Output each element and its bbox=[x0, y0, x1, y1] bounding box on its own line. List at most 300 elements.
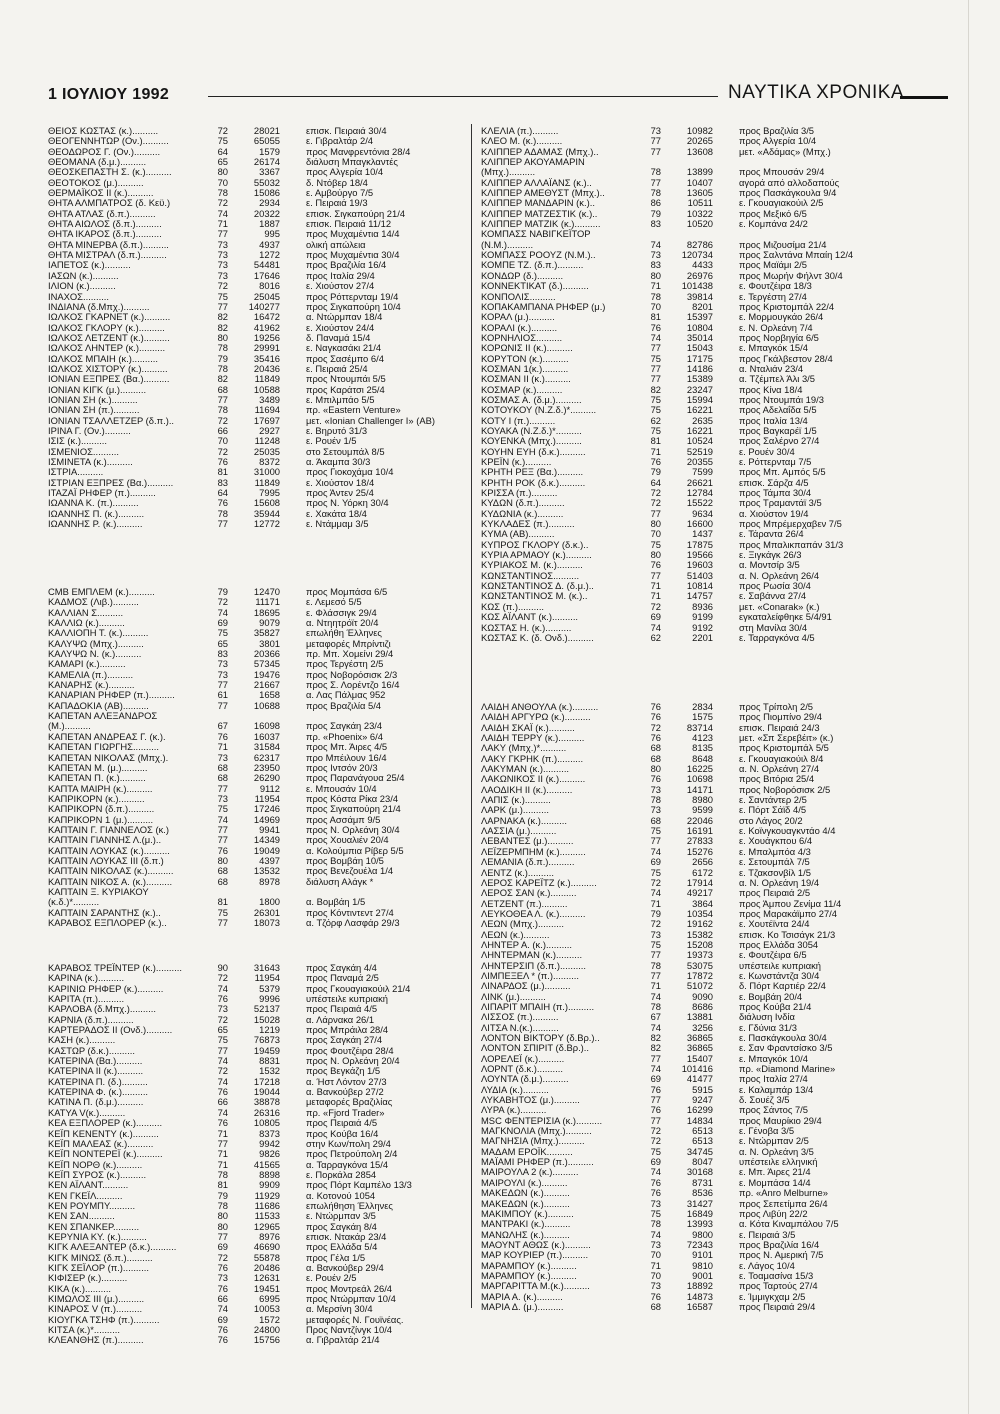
ship-name: ΚΕΑ ΕΞΠΛΟΡΕΡ (κ.).......... bbox=[48, 1118, 163, 1129]
build-year: 79 bbox=[650, 907, 661, 919]
ship-name: ΜΑΡΙΑ Α. (κ.).......... bbox=[481, 1291, 563, 1302]
build-year: 70 bbox=[650, 528, 661, 540]
ship-name: ΙΣΤΡΙΑΝ ΕΞΠΡΕΣ (Βα.).......... bbox=[48, 477, 174, 488]
ship-name: ΚΟΥΑΚΑ (Ν.Ζ.δ.)*.......... bbox=[481, 425, 582, 436]
ship-name: ΛΕΩΝ (κ.).......... bbox=[481, 929, 550, 940]
ship-name: ΙΤΑΖΑΪ ΡΗΦΕΡ (π.).......... bbox=[48, 488, 156, 499]
gross-tonnage: 17175 bbox=[686, 352, 713, 364]
build-year: 71 bbox=[650, 580, 661, 592]
build-year: 72 bbox=[217, 280, 228, 292]
ship-status: α. Βομβάη 1/5 bbox=[306, 897, 366, 908]
ship-name: ΚΑΛΛΙΟΠΗ Τ. (κ.).......... bbox=[48, 628, 149, 639]
build-year: 72 bbox=[650, 721, 661, 733]
ship-status: α. Κοτονού 1054 bbox=[306, 1190, 376, 1201]
gross-tonnage: 35416 bbox=[253, 352, 280, 364]
gross-tonnage: 13881 bbox=[686, 1011, 713, 1023]
ship-status: ε. Φουτζέιρα 6/5 bbox=[739, 950, 807, 961]
ship-name: CMB ΕΜΠΛΕΜ (κ.).......... bbox=[48, 587, 155, 597]
ship-status: προς Μιζουσίμα 21/4 bbox=[739, 239, 827, 250]
build-year: 77 bbox=[217, 782, 228, 794]
gross-tonnage: 9826 bbox=[259, 1148, 280, 1160]
ship-status: ε. Ταρραγκόνα 4/5 bbox=[739, 632, 815, 643]
build-year: 73 bbox=[650, 249, 661, 261]
gross-tonnage: 14186 bbox=[686, 362, 713, 374]
build-year: 76 bbox=[217, 844, 228, 856]
ship-status: ε. Χιούστον 18/4 bbox=[306, 477, 375, 488]
build-year: 81 bbox=[217, 896, 228, 908]
ship-name: ΚΟΡΑΛΙ (κ.).......... bbox=[481, 322, 558, 333]
build-year: 73 bbox=[650, 804, 661, 816]
gross-tonnage: 8936 bbox=[692, 600, 713, 612]
gross-tonnage: 1575 bbox=[692, 711, 713, 723]
ship-name: ΚΛΕΛΙΑ (π.).......... bbox=[481, 126, 559, 136]
gross-tonnage: 26976 bbox=[686, 269, 713, 281]
scan-edge bbox=[968, 0, 969, 1414]
gross-tonnage: 15994 bbox=[686, 393, 713, 405]
ship-name: ΘΗΤΑ ΙΚΑΡΟΣ (δ.π.).......... bbox=[48, 229, 162, 240]
build-year: 83 bbox=[650, 218, 661, 230]
gross-tonnage: 9001 bbox=[692, 1269, 713, 1281]
build-year: 74 bbox=[650, 1021, 661, 1033]
page-header bbox=[48, 84, 948, 106]
build-year: 80 bbox=[217, 854, 228, 866]
gross-tonnage: 19476 bbox=[253, 668, 280, 680]
ship-name: ΛΙΤΣΑ Ν.(κ.).......... bbox=[481, 1022, 559, 1033]
ship-status: προς Σαλντάνα Μπαίη 12/4 bbox=[739, 250, 854, 261]
gross-tonnage: 31427 bbox=[686, 1197, 713, 1209]
build-year: 68 bbox=[217, 383, 228, 395]
ship-status: α. Ντώρμπαν 18/4 bbox=[306, 312, 383, 323]
gross-tonnage: 3801 bbox=[259, 637, 280, 649]
build-year: 72 bbox=[217, 1251, 228, 1263]
ship-status: δ. Παναμά 15/4 bbox=[306, 332, 371, 343]
ship-name: ΛΑΚΥ (Μπχ.)*.......... bbox=[481, 743, 567, 754]
build-year: 73 bbox=[217, 249, 228, 261]
ship-status: επισκ. Κο Τσισάγκ 21/3 bbox=[739, 929, 836, 940]
build-year: 76 bbox=[650, 456, 661, 467]
ship-status: ε. Μορμουγκάο 26/4 bbox=[739, 312, 824, 323]
gross-tonnage: 10688 bbox=[253, 699, 280, 711]
ship-status: προς Σάντος 7/5 bbox=[739, 1105, 808, 1116]
ship-name: ΜΑΝΩΛΗΣ (κ.).......... bbox=[481, 1229, 570, 1240]
ship-status: πρ. «Phoenix» 6/4 bbox=[306, 731, 383, 742]
ship-name: ΚΑΤΥΑ V(κ.).......... bbox=[48, 1107, 126, 1118]
gross-tonnage: 7995 bbox=[259, 487, 280, 499]
ship-name: ΜΑΟΥΝΤ ΑΘΩΣ (κ.).......... bbox=[481, 1239, 591, 1250]
ship-name: ΚΑΝΑΡΗΣ (κ.).......... bbox=[48, 680, 135, 691]
ship-status: α. Ταρραγκόνα 15/4 bbox=[306, 1159, 389, 1170]
build-year: 77 bbox=[217, 1044, 228, 1056]
build-year: 81 bbox=[217, 1179, 228, 1191]
build-year: 68 bbox=[217, 772, 228, 784]
ship-status: δ. Ντόβερ 18/4 bbox=[306, 177, 368, 188]
ship-name: ΚΟΥΗΝ ΕΥΗ (δ.κ.).......... bbox=[481, 446, 586, 457]
ship-name: ΙΣΤΡΙΑ.......... bbox=[48, 467, 104, 478]
build-year: 74 bbox=[650, 990, 661, 1002]
build-year: 76 bbox=[650, 1187, 661, 1199]
ship-name: ΚΕΝ ΑΪΛΑΝΤ.......... bbox=[48, 1180, 129, 1191]
build-year: 82 bbox=[650, 1032, 661, 1043]
ship-status: ε. Γιβραλτάρ 2/4 bbox=[306, 136, 374, 147]
gross-tonnage: 13899 bbox=[686, 166, 713, 178]
ship-status: επισκ. Σάρζα 4/5 bbox=[739, 477, 809, 488]
gross-tonnage: 8978 bbox=[259, 875, 280, 887]
ship-status: προς Πόρτ Καμπέλο 13/3 bbox=[306, 1180, 412, 1191]
ship-name: ΛΑΣΣΙΑ (μ.).......... bbox=[481, 826, 557, 837]
gross-tonnage: 41565 bbox=[253, 1158, 280, 1170]
build-year: 69 bbox=[650, 611, 661, 623]
ship-name: ΜΑΚΕΔΩΝ (κ.).......... bbox=[481, 1188, 570, 1199]
gross-tonnage: 13532 bbox=[253, 865, 280, 877]
build-year: 78 bbox=[650, 187, 661, 199]
ship-row bbox=[48, 1149, 488, 1159]
build-year: 73 bbox=[650, 125, 661, 136]
ship-row bbox=[48, 773, 488, 783]
gross-tonnage: 19049 bbox=[253, 844, 280, 856]
ship-status: προς Ιντσόν 20/3 bbox=[306, 762, 378, 773]
ship-status: ε. Τοαμασίνα 15/3 bbox=[739, 1270, 814, 1281]
ship-name: ΛΥΔΙΑ (κ.).......... bbox=[481, 1084, 549, 1095]
build-year: 76 bbox=[217, 1117, 228, 1129]
ship-name: ΙΩΛΚΟΣ ΓΚΑΡΝΕΤ (κ.).......... bbox=[48, 312, 171, 323]
build-year: 74 bbox=[650, 1166, 661, 1178]
ship-name: ΘΕΡΜΑΪΚΟΣ ΙΙ (κ.).......... bbox=[48, 188, 154, 199]
ship-status: προς Αλγερία 10/4 bbox=[306, 167, 384, 178]
ship-name: ΚΥΔΩΝΙΑ (κ.).......... bbox=[481, 508, 564, 519]
ship-status: προς Μυχαμέντια 30/4 bbox=[306, 250, 400, 261]
ship-name: ΚΑΤΕΡΙΝΑ (Βα.).......... bbox=[48, 1056, 143, 1067]
ship-name: ΚΑΠΡΙΚΟΡΝ 1 (μ.).......... bbox=[48, 814, 154, 825]
ship-name: ΚΕΝ ΣΠΑΝΚΕΡ.......... bbox=[48, 1221, 140, 1232]
ship-name: ΛΟΝΤΟΝ ΒΙΚΤΟΡΥ (δ.Βρ.).. bbox=[481, 1033, 600, 1043]
build-year: 76 bbox=[650, 732, 661, 744]
ship-name: ΛΑΙΔΗ ΤΕΡΡΥ (κ.).......... bbox=[481, 733, 585, 744]
ship-status: προς Σαγκάη 4/4 bbox=[306, 963, 377, 973]
ship-status: προς Σ. Λορέντζο 16/4 bbox=[306, 680, 400, 691]
ship-name: ΚΑΡΤΕΡΑΔΟΣ ΙΙ (Ονδ.).......... bbox=[48, 1025, 173, 1036]
ship-name: ΚΟΣΜΑΡ (κ.).......... bbox=[481, 384, 563, 395]
gross-tonnage: 10698 bbox=[686, 773, 713, 785]
ship-status: προς Μπ. Αμπός 5/5 bbox=[739, 467, 826, 478]
build-year: 69 bbox=[650, 1073, 661, 1085]
ship-name: ΘΕΟΓΕΝΝΗΤΩΡ (Ον.).......... bbox=[48, 136, 169, 147]
build-year: 76 bbox=[217, 456, 228, 467]
gross-tonnage: 9079 bbox=[259, 617, 280, 629]
ship-name: ΜΑΚΕΔΩΝ (κ.).......... bbox=[481, 1198, 570, 1209]
build-year: 75 bbox=[217, 290, 228, 302]
gross-tonnage: 20265 bbox=[686, 135, 713, 147]
build-year: 72 bbox=[650, 487, 661, 499]
build-year: 71 bbox=[217, 1148, 228, 1160]
ship-status: ε. Ναγκασάκι 21/4 bbox=[306, 343, 382, 354]
ship-status bbox=[739, 157, 921, 167]
build-year: 75 bbox=[217, 627, 228, 639]
ship-row bbox=[481, 612, 921, 622]
gross-tonnage: 35827 bbox=[253, 627, 280, 639]
gross-tonnage: 4937 bbox=[259, 238, 280, 250]
ship-name: ΛΑΚΩΝΙΚΟΣ ΙΙ (κ.).......... bbox=[481, 774, 586, 785]
ship-status: προς Πασκάγκουλα 9/4 bbox=[739, 188, 837, 199]
ship-name: ΜΑΡΑΜΠΟΥ (κ.).......... bbox=[481, 1260, 577, 1271]
ship-name: ΚΙΓΚ ΜΙΝΩΣ (δ.π.).......... bbox=[48, 1252, 153, 1263]
gross-tonnage: 9942 bbox=[259, 1137, 280, 1149]
ship-name: ΛΕΤΖΕΝΤ (π.).......... bbox=[481, 898, 568, 909]
gross-tonnage: 11954 bbox=[254, 972, 280, 984]
ship-name: ΚΑΠΕΤΑΝ ΝΙΚΟΛΑΣ (Μπχ.). bbox=[48, 752, 169, 763]
gross-tonnage: 19603 bbox=[686, 559, 713, 571]
gross-tonnage: 9800 bbox=[692, 1228, 713, 1240]
ship-row bbox=[481, 633, 921, 643]
ship-status: προς Κόντιντεντ 27/4 bbox=[306, 907, 394, 918]
ship-status: προς Βαγκαρέϊ 1/5 bbox=[739, 425, 817, 436]
ship-status: δ. Πόρτ Καρτιέρ 22/4 bbox=[739, 981, 826, 992]
build-year: 77 bbox=[650, 969, 661, 981]
gross-tonnage: 11694 bbox=[254, 404, 280, 416]
gross-tonnage: 12772 bbox=[253, 518, 280, 530]
publication-title: ΝΑΥΤΙΚΑ ΧΡΟΝΙΚΑ bbox=[728, 82, 905, 103]
ship-name: ΚΑΤΕΡΙΝΑ Π. (δ.).......... bbox=[48, 1076, 148, 1087]
gross-tonnage: 19566 bbox=[686, 549, 713, 561]
ship-name: ΚΑΠΕΤΑΝ Π. (κ.).......... bbox=[48, 773, 146, 784]
ship-status: προς Γκάλβεστον 28/4 bbox=[739, 353, 833, 364]
ship-status: προς Ντουμπάι 19/3 bbox=[739, 394, 824, 405]
ship-name: ΚΩΣ ΑΪΛΑΝΤ (κ.).......... bbox=[481, 612, 579, 623]
ship-status: ε. Τεργέστη 27/4 bbox=[739, 291, 807, 302]
ship-name: (Ν.Μ.).......... bbox=[481, 239, 534, 250]
build-year: 78 bbox=[650, 959, 661, 971]
build-year: 70 bbox=[217, 176, 228, 188]
ship-status: επωλήθηση Έλληνες bbox=[306, 1200, 393, 1211]
ship-status: υπέστειλε ελληνική bbox=[739, 1157, 818, 1168]
ship-row bbox=[481, 1188, 921, 1198]
ship-status: μετ. «Ionian Challenger I» (ΑΒ) bbox=[306, 415, 435, 426]
build-year: 73 bbox=[650, 1280, 661, 1292]
build-year: 73 bbox=[217, 259, 228, 271]
ship-list-left-top bbox=[48, 126, 488, 529]
issue-date: 1 ΙΟΥΛΙΟΥ 1992 bbox=[48, 86, 170, 103]
ship-name: ΚΙΚΑ (κ.).......... bbox=[48, 1283, 112, 1294]
ship-status: ε. Μπαλμπόα 4/3 bbox=[739, 846, 811, 857]
ship-status: προς Κριστομπάλ 5/5 bbox=[739, 743, 829, 754]
ship-name: ΛΟΥΝΤΑ (δ.μ.).......... bbox=[481, 1074, 569, 1085]
gross-tonnage: 9192 bbox=[692, 621, 713, 633]
ship-name: ΚΥΡΙΑ ΑΡΜΑΟΥ (κ.).......... bbox=[481, 550, 592, 561]
ship-name: ΚΟΡΝΗΛΙΟΣ.......... bbox=[481, 332, 563, 343]
build-year: 77 bbox=[650, 949, 661, 961]
ship-list-right-bot bbox=[481, 702, 921, 1312]
ship-status: προς Κούβα 21/4 bbox=[739, 1001, 812, 1012]
ship-name: ΜΑΝΤΡΑΚΙ (κ.).......... bbox=[481, 1219, 571, 1230]
ship-status bbox=[739, 229, 921, 239]
build-year: 76 bbox=[650, 701, 661, 712]
ship-name: ΛΑΙΔΗ ΑΝΘΟΥΛΑ (κ.).......... bbox=[481, 702, 599, 712]
ship-status: προς Ρωσία 30/4 bbox=[739, 581, 811, 592]
ship-name: ΚΑΡΑΒΟΣ ΤΡΕΪΝΤΕΡ (κ.).......... bbox=[48, 963, 182, 973]
ship-name: ΚΟΠΑΚΑΜΠΑΝΑ ΡΗΦΕΡ (μ.) bbox=[481, 301, 606, 312]
gross-tonnage: 54481 bbox=[253, 259, 280, 271]
ship-name: ΚΟΝΝΕΚΤΙΚΑΤ (δ.).......... bbox=[481, 281, 589, 292]
build-year: 75 bbox=[650, 424, 661, 436]
build-year: 77 bbox=[650, 342, 661, 354]
build-year: 74 bbox=[650, 845, 661, 857]
ship-name: ΙΝΔΙΑΝΑ (δ.Μπχ.).......... bbox=[48, 301, 150, 312]
ship-status: προς Σασέμπο 6/4 bbox=[306, 353, 384, 364]
gross-tonnage: 36865 bbox=[686, 1042, 713, 1054]
ship-status: α. Μοντσίρ 3/5 bbox=[739, 560, 800, 571]
ship-name: ΙΡΙΝΑ Γ. (Ον.).......... bbox=[48, 425, 131, 436]
ship-name: ΘΗΤΑ ΜΙΝΕΡΒΑ (δ.π.).......... bbox=[48, 239, 169, 250]
ship-name: ΛΑΙΔΗ ΣΚΑΪ (κ.).......... bbox=[481, 722, 575, 733]
gross-tonnage: 14873 bbox=[686, 1290, 713, 1302]
build-year: 80 bbox=[217, 1220, 228, 1232]
build-year: 76 bbox=[217, 1334, 228, 1346]
build-year: 78 bbox=[650, 166, 661, 178]
ship-name: ΙΩΑΝΝΑ Κ. (π.).......... bbox=[48, 498, 139, 509]
gross-tonnage: 55032 bbox=[253, 176, 280, 188]
ship-status: προς Ελλάδα 5/4 bbox=[306, 1242, 378, 1253]
build-year: 67 bbox=[217, 720, 228, 732]
ship-row bbox=[48, 519, 488, 529]
gross-tonnage: 10982 bbox=[686, 125, 713, 136]
ship-status: ε. Ρουέν 30/4 bbox=[739, 446, 795, 457]
ship-name: ΛΑΙΔΗ ΑΡΓΥΡΩ (κ.).......... bbox=[481, 712, 591, 723]
gross-tonnage: 19459 bbox=[253, 1044, 280, 1056]
ship-status: πρ. «Anro Melburne» bbox=[739, 1188, 828, 1199]
build-year: 79 bbox=[217, 586, 228, 597]
ship-status: επισκ. Ντακάρ 23/4 bbox=[306, 1231, 387, 1242]
ship-name: ΙΟΝΙΑΝ ΣΗ (π.).......... bbox=[48, 405, 140, 416]
build-year: 77 bbox=[650, 373, 661, 385]
ship-list-right-top bbox=[481, 126, 921, 643]
ship-status: προς Ντουμπάι 5/5 bbox=[306, 374, 386, 385]
ship-status: α. Τζέμπελ Άλι 3/5 bbox=[739, 374, 815, 385]
ship-name: ΜΑΡ ΚΟΥΡΙΕΡ (π.).......... bbox=[481, 1250, 589, 1261]
ship-name: ΛΙΠΑΡΙΤ ΜΠΑΙΗ (π.).......... bbox=[481, 1001, 595, 1012]
ship-name: ΚΛΙΠΠΕΡ ΜΑΝΔΑΡΙΝ (κ.).. bbox=[481, 198, 595, 209]
build-year: 81 bbox=[650, 435, 661, 447]
ship-name: ΛΟΡΕΛΕΪ (κ.).......... bbox=[481, 1053, 565, 1064]
gross-tonnage: 62317 bbox=[253, 751, 280, 763]
ship-status: διάλυση Αλάγκ * bbox=[306, 876, 374, 887]
ship-name: ΙΟΝΙΑΝ ΕΞΠΡΕΣ (Βα.).......... bbox=[48, 374, 170, 385]
build-year: 70 bbox=[217, 435, 228, 447]
ship-status: προς Βραζιλία 16/4 bbox=[306, 260, 387, 271]
gross-tonnage: 9941 bbox=[259, 823, 280, 835]
gross-tonnage: 10053 bbox=[253, 1303, 280, 1315]
ship-name: ΚΟΜΠΕ ΤΖ. (δ.π.).......... bbox=[481, 260, 584, 271]
build-year: 73 bbox=[217, 751, 228, 763]
build-year: 68 bbox=[217, 875, 228, 887]
ship-status: προς Παρανάγουα 25/4 bbox=[306, 773, 405, 784]
build-year: 71 bbox=[217, 218, 228, 230]
build-year: 75 bbox=[650, 352, 661, 364]
ship-name: ΛΕΥΚΟΘΕΑ Λ. (κ.).......... bbox=[481, 908, 586, 919]
build-year: 78 bbox=[217, 404, 228, 416]
ship-status: α. Κότα Κιναμπάλου 7/5 bbox=[739, 1219, 839, 1230]
gross-tonnage: 38878 bbox=[253, 1096, 280, 1108]
ship-status: διάλυση Ινδία bbox=[739, 1012, 795, 1023]
build-year: 75 bbox=[217, 135, 228, 147]
build-year: 75 bbox=[217, 803, 228, 815]
ship-name: ΚΑΠΕΤΑΝ ΑΝΔΡΕΑΣ Γ. (κ.). bbox=[48, 731, 166, 742]
build-year: 76 bbox=[650, 1290, 661, 1302]
ship-status: α. Ν. Ορλεάνη 19/4 bbox=[739, 877, 820, 888]
ship-status: ε. Μπαγκόκ 15/4 bbox=[739, 343, 808, 354]
gross-tonnage: 83714 bbox=[686, 721, 713, 733]
gross-tonnage: 15522 bbox=[686, 497, 713, 509]
build-year: 75 bbox=[217, 1034, 228, 1046]
ship-name: ΚΑΛΛΙΑΝ Σ.......... bbox=[48, 607, 124, 618]
gross-tonnage: 17875 bbox=[686, 538, 713, 550]
build-year: 75 bbox=[650, 1207, 661, 1219]
gross-tonnage: 19373 bbox=[686, 949, 713, 961]
gross-tonnage: 3256 bbox=[692, 1021, 713, 1033]
gross-tonnage: 19256 bbox=[253, 331, 280, 343]
build-year: 76 bbox=[217, 993, 228, 1005]
ship-name: ΚΑΛΥΨΩ Ν. (κ.).......... bbox=[48, 649, 142, 660]
ship-status: στην Κων/πολη 29/4 bbox=[306, 1138, 391, 1149]
ship-status: διάλυση Μπαγκλαντές bbox=[306, 157, 398, 168]
build-year: 76 bbox=[650, 1176, 661, 1188]
gross-tonnage: 12470 bbox=[253, 586, 280, 597]
ship-status: ε. Κοϊνγκουαγκντάο 4/4 bbox=[739, 826, 836, 837]
ship-status: προς Ν. Ορλεάνη 30/4 bbox=[306, 824, 400, 835]
ship-status: ε. Ρουέν 1/5 bbox=[306, 436, 357, 447]
ship-status: ε. Λεμεσό 5/5 bbox=[306, 597, 362, 608]
ship-status: προς Γιοκοχάμα 10/4 bbox=[306, 467, 394, 478]
gross-tonnage: 16037 bbox=[253, 730, 280, 742]
ship-status: ε. Κωνστάντζα 30/4 bbox=[739, 970, 820, 981]
build-year: 72 bbox=[217, 445, 228, 457]
build-year: 72 bbox=[650, 1135, 661, 1147]
ship-name: ΚΕΪΠ ΚΕΝΕΝΤΥ (κ.).......... bbox=[48, 1128, 159, 1139]
gross-tonnage: 19162 bbox=[686, 918, 713, 930]
gross-tonnage: 8536 bbox=[692, 1187, 713, 1199]
ship-name: ΛΑΟΔΙΚΗ ΙΙ (κ.).......... bbox=[481, 784, 573, 795]
ship-name: ΛΥΚΑΒΗΤΟΣ (μ.).......... bbox=[481, 1095, 580, 1106]
gross-tonnage: 2927 bbox=[259, 424, 280, 436]
gross-tonnage: 14969 bbox=[253, 813, 280, 825]
ship-status: ε. Μπ. Άιρες 21/4 bbox=[739, 1167, 811, 1178]
ship-name: ΚΑΡΝΙΑ (δ.π.).......... bbox=[48, 1014, 134, 1025]
ship-name: (Μπχ.).......... bbox=[481, 167, 536, 178]
ship-status: υπέστειλε κυπριακή bbox=[739, 960, 822, 971]
ship-name: ΙΩΛΚΟΣ ΜΠΑΙΗ (κ.).......... bbox=[48, 353, 158, 364]
gross-tonnage: 16472 bbox=[253, 311, 280, 323]
ship-name: ΚΑΠΤΑΙΝ ΝΙΚΟΣ Α. (κ.).......... bbox=[48, 876, 173, 887]
build-year: 77 bbox=[650, 362, 661, 374]
ship-status: επισκ. Πειραιά 30/4 bbox=[306, 126, 387, 136]
ship-name: ΚΥΠΡΟΣ ΓΚΛΟΡΥ (δ.κ.).. bbox=[481, 539, 589, 550]
gross-tonnage: 10804 bbox=[686, 321, 713, 333]
ship-status: προς Ελλάδα 3054 bbox=[739, 939, 819, 950]
gross-tonnage: 52519 bbox=[686, 445, 713, 457]
gross-tonnage: 8976 bbox=[259, 1230, 280, 1242]
ship-status bbox=[306, 887, 488, 897]
build-year: 78 bbox=[650, 1000, 661, 1012]
build-year: 78 bbox=[217, 342, 228, 354]
gross-tonnage: 15086 bbox=[253, 187, 280, 199]
gross-tonnage: 26301 bbox=[253, 906, 280, 918]
ship-status: προς Σεπετίμπα 26/4 bbox=[739, 1198, 828, 1209]
ship-name: ΚΕΡΥΝΙΑ ΚΥ. (κ.).......... bbox=[48, 1231, 147, 1242]
gross-tonnage: 4433 bbox=[692, 259, 713, 271]
ship-name: ΚΑΠΤΑΙΝ Γ. ΓΙΑΝΝΕΛΟΣ (κ.) bbox=[48, 824, 169, 835]
ship-name: ΚΑΡΙΝΑ (κ.).......... bbox=[48, 973, 125, 984]
build-year: 72 bbox=[217, 1065, 228, 1077]
ship-status: προς Πιομπίνο 29/4 bbox=[739, 712, 822, 723]
gross-tonnage: 1800 bbox=[259, 896, 280, 908]
